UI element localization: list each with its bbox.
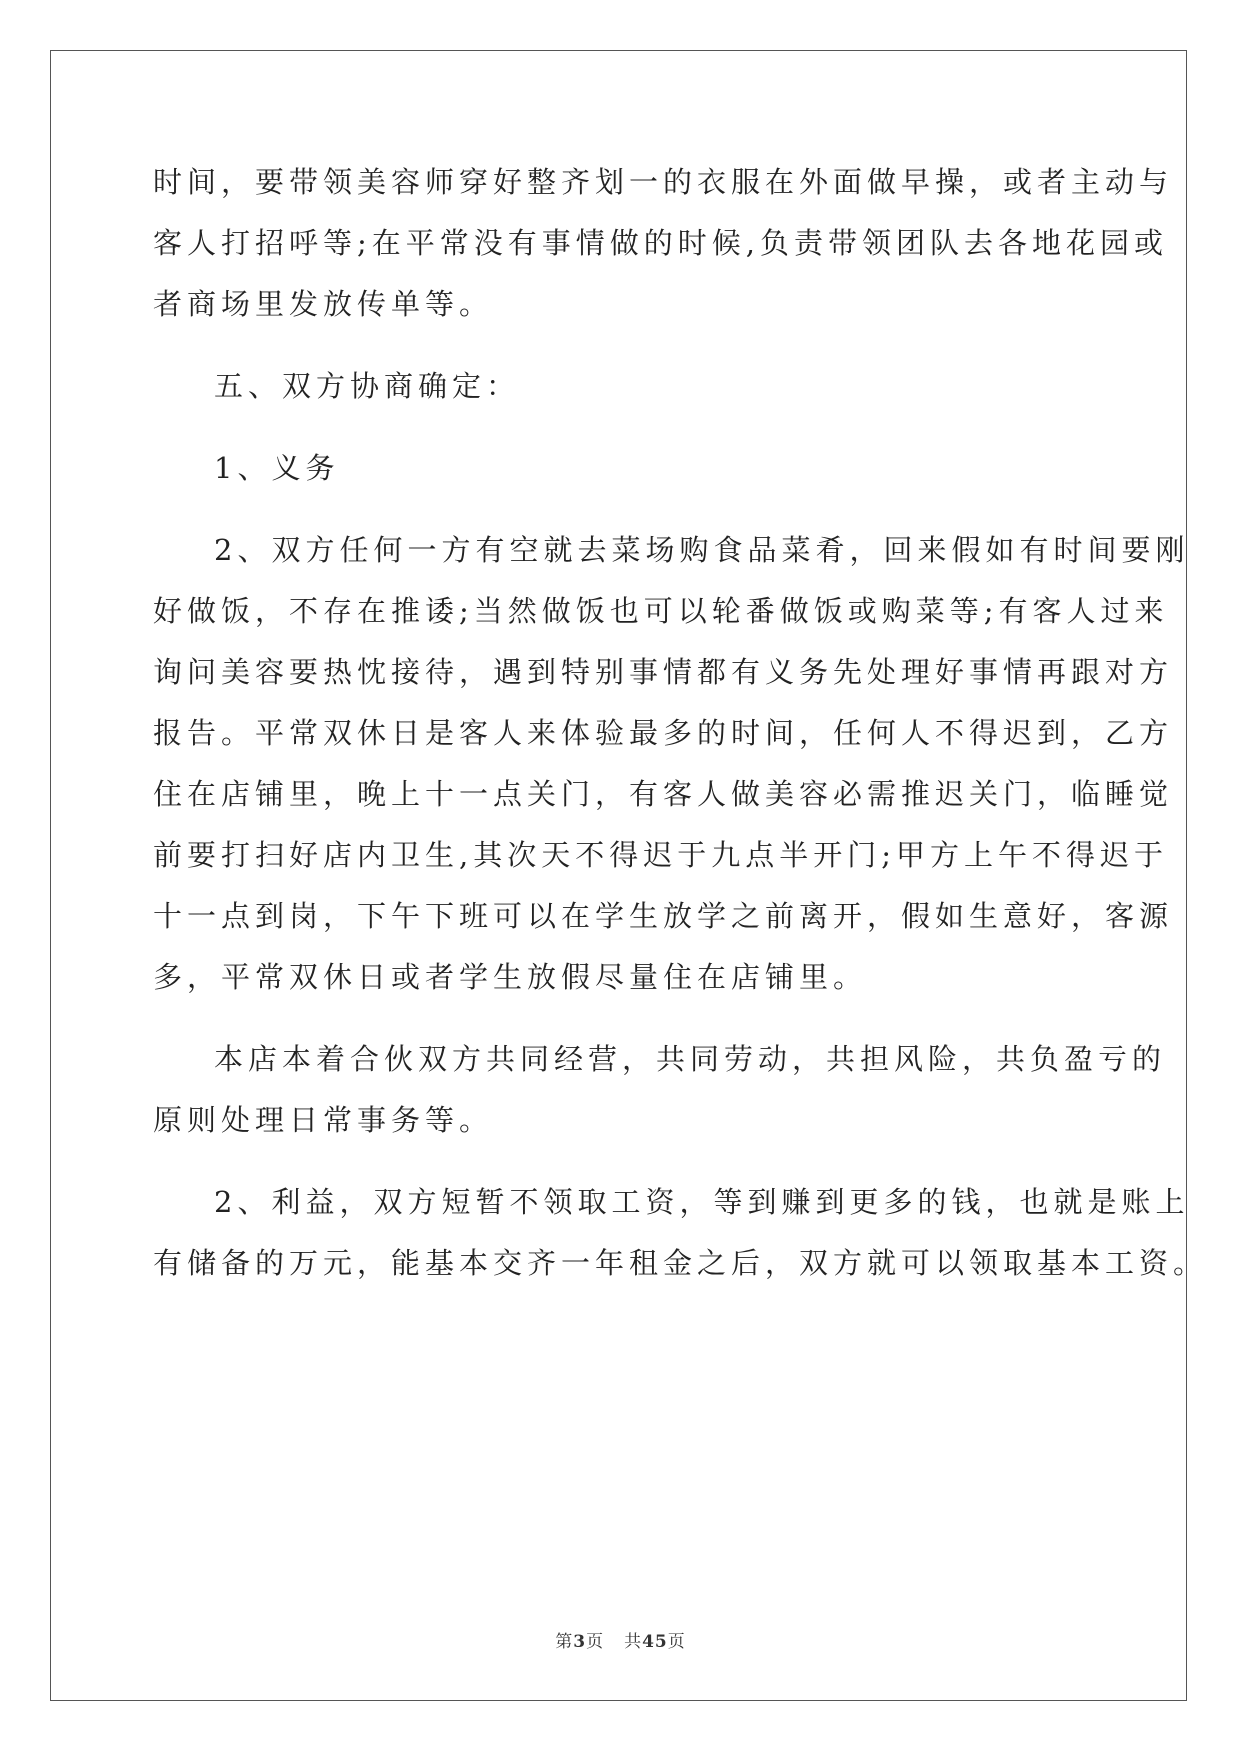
text-line: 本店本着合伙双方共同经营，共同劳动，共担风险，共负盈亏的 <box>214 1042 1167 1076</box>
page-suffix: 页 <box>586 1632 605 1652</box>
item-heading-obligations <box>153 438 1089 499</box>
paragraph-benefits <box>153 1172 1208 1294</box>
paragraph-duties <box>153 520 1190 1008</box>
text-line: 前要打扫好店内卫生,其次天不得迟于九点半开门;甲方上午不得迟于 <box>153 838 1168 872</box>
page-number: 3 <box>573 1632 587 1652</box>
text-line: 2、利益，双方短暂不领取工资，等到赚到更多的钱，也就是账上 <box>214 1185 1190 1219</box>
text-line: 1、义务 <box>214 451 340 485</box>
text-line: 有储备的万元，能基本交齐一年租金之后，双方就可以领取基本工资。 <box>153 1246 1208 1280</box>
text-line: 2、双方任何一方有空就去菜场购食品菜肴，回来假如有时间要刚 <box>214 533 1190 567</box>
page-footer <box>0 1627 1241 1652</box>
total-pages: 45 <box>642 1632 668 1652</box>
text-line: 报告。平常双休日是客人来体验最多的时间，任何人不得迟到，乙方 <box>153 716 1174 750</box>
text-line: 询问美容要热忱接待，遇到特别事情都有义务先处理好事情再跟对方 <box>153 655 1174 689</box>
text-line: 五、双方协商确定： <box>214 369 521 403</box>
page-prefix: 第 <box>555 1632 574 1652</box>
document-body <box>153 152 1208 1294</box>
paragraph-continuation <box>153 152 1174 335</box>
text-line: 客人打招呼等;在平常没有事情做的时候,负责带领团队去各地花园或 <box>153 226 1168 260</box>
text-line: 住在店铺里，晚上十一点关门，有客人做美容必需推迟关门，临睡觉 <box>153 777 1174 811</box>
text-line: 十一点到岗，下午下班可以在学生放学之前离开，假如生意好，客源 <box>153 899 1174 933</box>
text-line: 者商场里发放传单等。 <box>153 287 494 321</box>
section-heading <box>153 356 1089 417</box>
text-line: 多，平常双休日或者学生放假尽量住在店铺里。 <box>153 960 868 994</box>
text-line: 原则处理日常事务等。 <box>153 1103 494 1137</box>
text-line: 时间，要带领美容师穿好整齐划一的衣服在外面做早操，或者主动与 <box>153 165 1174 199</box>
text-line: 好做饭，不存在推诿;当然做饭也可以轮番做饭或购菜等;有客人过来 <box>153 594 1169 628</box>
total-prefix: 共 <box>624 1632 643 1652</box>
paragraph-principles <box>153 1029 1167 1151</box>
total-suffix: 页 <box>667 1632 686 1652</box>
